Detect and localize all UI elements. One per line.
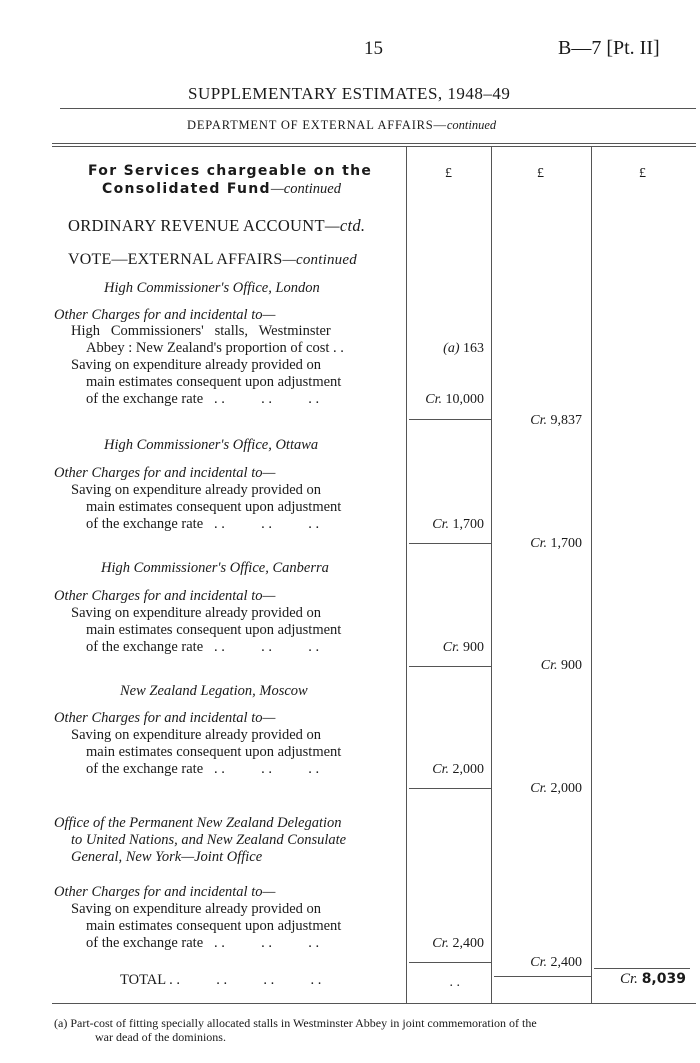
canberra-subtotal-rule	[409, 666, 491, 667]
table-top-rule	[52, 143, 696, 144]
ottawa-line2: main estimates consequent upon adjustment	[86, 499, 342, 515]
heading-line-1: For Services chargeable on the	[88, 163, 373, 179]
london-item1-amount: (a) 163	[443, 341, 484, 356]
ottawa-subtotal-rule	[409, 543, 491, 544]
section-title-london: High Commissioner's Office, London	[104, 280, 320, 296]
credit-prefix: Cr.	[425, 392, 442, 407]
moscow-subtotal: Cr. 2,000	[530, 781, 582, 796]
account-continued: —ctd.	[324, 216, 366, 235]
moscow-line3: of the exchange rate . . . . . .	[86, 761, 320, 777]
department-line	[187, 118, 496, 133]
credit-prefix: Cr.	[530, 413, 547, 428]
section-title-moscow: New Zealand Legation, Moscow	[120, 683, 308, 699]
canberra-line3: of the exchange rate . . . . . .	[86, 639, 320, 655]
credit-prefix: Cr.	[530, 781, 547, 796]
ottawa-charges: Other Charges for and incidental to—	[54, 465, 276, 481]
credit-prefix: Cr.	[530, 955, 547, 970]
column-1-currency: £	[445, 166, 452, 181]
section-title-newyork-line3: General, New York—Joint Office	[71, 849, 263, 865]
credit-prefix: Cr.	[432, 936, 449, 951]
london-charges: Other Charges for and incidental to—	[54, 307, 276, 323]
moscow-subtotal-rule	[409, 788, 491, 789]
london-item1-line2: Abbey : New Zealand's proportion of cost . .	[86, 340, 344, 356]
total-col1: . .	[449, 975, 460, 990]
grand-total-prefix: Cr.	[620, 971, 638, 987]
department-continued: continued	[446, 118, 497, 132]
ottawa-subtotal: Cr. 1,700	[530, 536, 582, 551]
credit-prefix: Cr.	[432, 762, 449, 777]
page-number: 15	[364, 38, 383, 59]
moscow-amount: Cr. 2,000	[432, 762, 484, 777]
section-title-canberra: High Commissioner's Office, Canberra	[101, 560, 329, 576]
document-reference: B—7 [Pt. II]	[558, 37, 660, 59]
header-rule	[60, 108, 696, 109]
newyork-subtotal-rule	[409, 962, 491, 963]
footnote-line-1: (a) Part-cost of fitting specially allocated stalls in Westminster Abbey in joint commemoration of the	[54, 1016, 537, 1030]
london-item2-line2: main estimates consequent upon adjustment	[86, 374, 342, 390]
department-name: DEPARTMENT OF EXTERNAL AFFAIRS—	[187, 118, 447, 132]
section-title-newyork-line1: Office of the Permanent New Zealand Delegation	[54, 815, 342, 831]
account-heading	[68, 216, 365, 236]
london-subtotal: Cr. 9,837	[530, 413, 582, 428]
london-item2-line1: Saving on expenditure already provided on	[71, 357, 322, 373]
london-item2-amount: Cr. 10,000	[425, 392, 484, 407]
canberra-line1: Saving on expenditure already provided on	[71, 605, 322, 621]
london-item2-line3: of the exchange rate . . . . . .	[86, 391, 320, 407]
page-title: SUPPLEMENTARY ESTIMATES, 1948–49	[188, 84, 511, 103]
total-rule-col2	[494, 976, 591, 977]
footnote-marker: (a)	[443, 341, 460, 356]
london-item1-line1: High Commissioners' stalls, Westminster	[71, 323, 331, 339]
newyork-charges: Other Charges for and incidental to—	[54, 884, 276, 900]
column-3-currency: £	[639, 166, 646, 181]
credit-prefix: Cr.	[540, 658, 558, 673]
total-rule-col3	[594, 968, 690, 969]
moscow-line1: Saving on expenditure already provided on	[71, 727, 322, 743]
account-name: ORDINARY REVENUE ACCOUNT	[68, 216, 325, 235]
section-title-ottawa: High Commissioner's Office, Ottawa	[104, 437, 319, 453]
newyork-line1: Saving on expenditure already provided on	[71, 901, 322, 917]
canberra-line2: main estimates consequent upon adjustment	[86, 622, 342, 638]
ottawa-amount: Cr. 1,700	[432, 517, 484, 532]
credit-prefix: Cr.	[442, 640, 460, 655]
ottawa-line3: of the exchange rate . . . . . .	[86, 516, 320, 532]
column-divider-3	[591, 146, 592, 1003]
newyork-subtotal: Cr. 2,400	[530, 955, 582, 970]
footnote-line-2: war dead of the dominions.	[95, 1030, 226, 1044]
table-bottom-rule	[52, 1003, 696, 1004]
vote-heading	[68, 251, 357, 269]
moscow-line2: main estimates consequent upon adjustment	[86, 744, 342, 760]
moscow-charges: Other Charges for and incidental to—	[54, 710, 276, 726]
canberra-amount: Cr. 900	[442, 640, 484, 655]
consolidated-fund-continued: —continued	[270, 181, 341, 197]
column-divider-1	[406, 146, 407, 1003]
grand-total	[620, 971, 686, 988]
column-divider-2	[491, 146, 492, 1003]
table-top-rule-inner	[52, 146, 696, 147]
credit-prefix: Cr.	[530, 536, 547, 551]
vote-name: VOTE—EXTERNAL AFFAIRS	[68, 251, 283, 268]
heading-line-2	[102, 180, 341, 198]
ottawa-line1: Saving on expenditure already provided on	[71, 482, 322, 498]
column-2-currency: £	[537, 166, 544, 181]
newyork-line2: main estimates consequent upon adjustment	[86, 918, 342, 934]
newyork-line3: of the exchange rate . . . . . .	[86, 935, 320, 951]
total-label: TOTAL . . . . . . . .	[120, 972, 322, 988]
newyork-amount: Cr. 2,400	[432, 936, 484, 951]
section-title-newyork-line2: to United Nations, and New Zealand Consulate	[71, 832, 347, 848]
consolidated-fund: Consolidated Fund	[102, 181, 271, 197]
grand-total-value: 8,039	[641, 971, 686, 987]
canberra-charges: Other Charges for and incidental to—	[54, 588, 276, 604]
london-subtotal-rule	[409, 419, 491, 420]
vote-continued: —continued	[282, 252, 357, 268]
canberra-subtotal: Cr. 900	[540, 658, 582, 673]
credit-prefix: Cr.	[432, 517, 449, 532]
